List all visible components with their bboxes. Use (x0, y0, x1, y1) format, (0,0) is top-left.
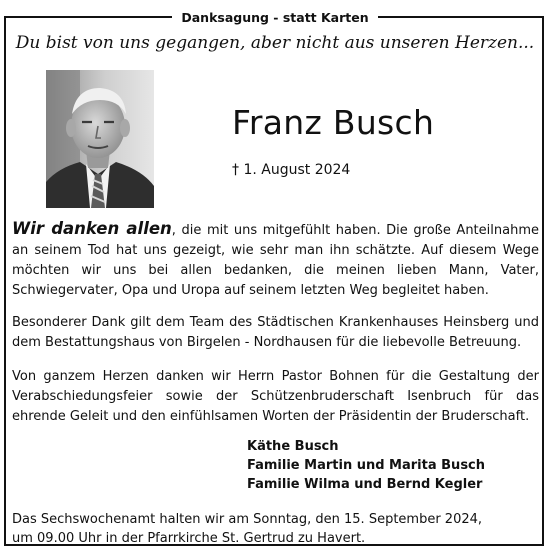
service-notice-line-2: um 09.00 Uhr in der Pfarrkirche St. Gertrud zu Havert. (12, 531, 366, 546)
thanks-paragraph-2: Besonderer Dank gilt dem Team des Städtischen Krankenhauses Heinsberg und dem Bestattungshaus von Birgelen - Nordhausen für die liebevolle Betreuung. (12, 315, 539, 350)
thanks-paragraph-1-text: , die mit uns mitgefühlt haben. Die große Anteilnahme an seinem Tod hat uns gezeigt, wie sehr man ihn schätzte. Auf diesem Wege möchten wir uns bei allen bedanken, die meinen lieben Mann, Vater, Schwiegervater, Opa und Uropa auf seinem letzten Weg begleitet haben. (12, 223, 539, 298)
motto-line: Du bist von uns gegangen, aber nicht aus unseren Herzen... (15, 33, 535, 53)
thanks-paragraph-3: Von ganzem Herzen danken wir Herrn Pastor Bohnen für die Gestaltung der Verabschiedungsfeier sowie der Schützenbruderschaft Isenbruch für das ehrende Geleit und den einfühlsamen Worten der Präsidentin der Bruderschaft. (12, 369, 539, 424)
signer-line: Familie Martin und Marita Busch (247, 458, 486, 473)
portrait-photo-graphic (46, 70, 154, 208)
deceased-name: Franz Busch (232, 103, 435, 142)
death-date: † 1. August 2024 (232, 162, 351, 178)
signers-block (247, 437, 485, 494)
signer-line: Familie Wilma und Bernd Kegler (247, 477, 483, 492)
service-notice (12, 510, 482, 548)
thanks-lead: Wir danken allen (12, 219, 172, 238)
thanks-paragraph-1 (12, 219, 539, 301)
header-label (0, 7, 550, 27)
service-notice-line-1: Das Sechswochenamt halten wir am Sonntag, den 15. September 2024, (12, 512, 483, 527)
portrait-photo (46, 70, 154, 208)
header-label-text: Danksagung - statt Karten (172, 10, 377, 25)
signer-line: Käthe Busch (247, 439, 339, 454)
